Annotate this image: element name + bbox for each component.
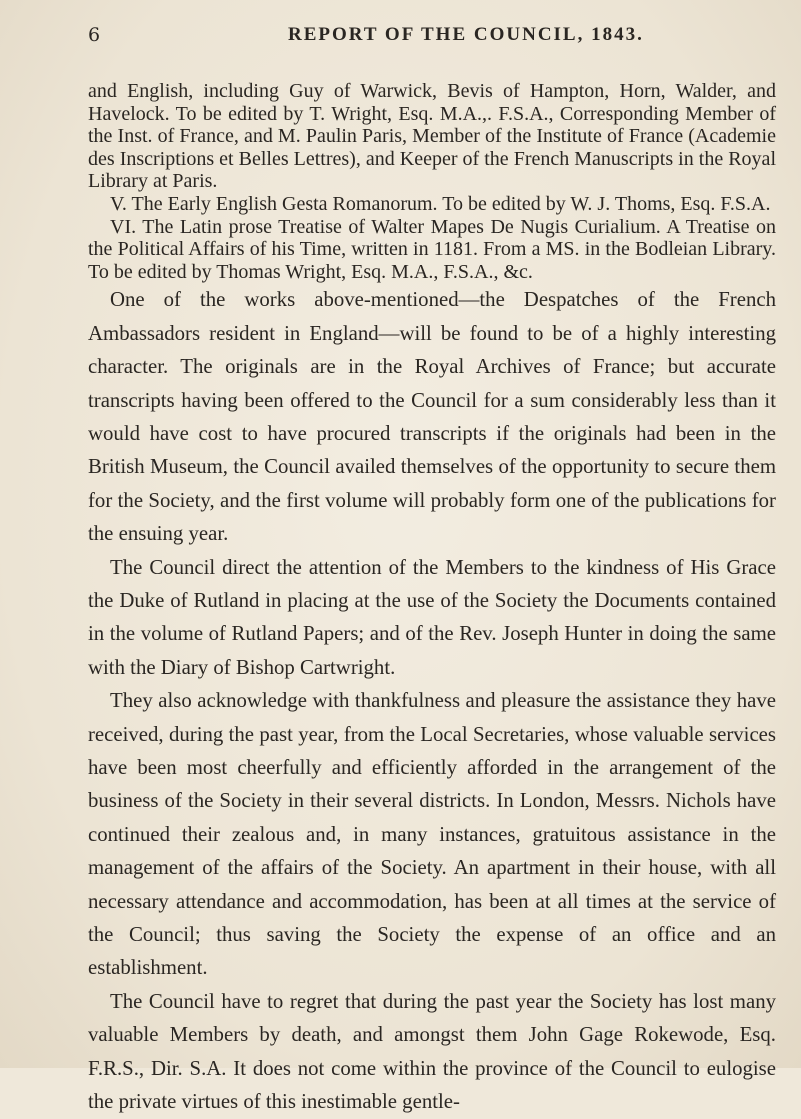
paragraph-rutland-papers: The Council direct the attention of the Members to the kindness of His Grace the Duke of Rutland in placing at the use of the Society the Documents contained in the volume of Rutland Papers; and of the Rev. Joseph Hunter in doing the same with the Diary of Bishop Cartwright. <box>88 555 776 679</box>
running-title: REPORT OF THE COUNCIL, 1843. <box>288 24 644 45</box>
paragraph-despatches: One of the works above-mentioned—the Despatches of the French Ambassadors resident in England—will be found to be of a highly interesting character. The originals are in the Royal Archives of France; but accurate transcripts having been offered to the Council for a sum considerably less than it would have cost to have procured transcripts if the originals had been in the British Museum, the Council availed themselves of the opportunity to secure them for the Society, and the first volume will probably form one of the publications for the ensuing year. <box>88 288 776 546</box>
paragraph-item-vi: VI. The Latin prose Treatise of Walter Mapes De Nugis Curialium. A Treatise on the Political Affairs of his Time, written in 1181. From a MS. in the Bodleian Library. To be edited by Thomas Wright, Esq. M.A., F.S.A., &c. <box>88 215 776 283</box>
page-number: 6 <box>88 24 101 46</box>
body-text <box>88 80 776 1119</box>
paragraph-members-lost: The Council have to regret that during the past year the Society has lost many valuable Members by death, and amongst them John Gage Rokewode, Esq. F.R.S., Dir. S.A. It does not come within the province of the Council to eulogise the private virtues of this inestimable gentle- <box>88 989 776 1114</box>
paragraph-continuation: and English, including Guy of Warwick, Bevis of Hampton, Horn, Walder, and Havelock. To be edited by T. Wright, Esq. M.A.,. F.S.A., Corresponding Member of the Inst. of France, and M. Paulin Paris, Member of the Institute of France (Academie des Inscriptions et Belles Lettres), and Keeper of the French Manuscripts in the Royal Library at Paris. <box>88 80 776 193</box>
paragraph-item-v: V. The Early English Gesta Romanorum. To be edited by W. J. Thoms, Esq. F.S.A. <box>110 192 771 215</box>
page-header <box>88 20 761 50</box>
paragraph-local-secretaries: They also acknowledge with thankfulness and pleasure the assistance they have received, during the past year, from the Local Secretaries, whose valuable services have been most cheerfully and efficiently afforded in the arrangement of the business of the Society in their several districts. In London, Messrs. Nichols have continued their zealous and, in many instances, gratuitous assistance in the management of the affairs of the Society. An apartment in their house, with all necessary attendance and accommodation, has been at all times at the service of the Council; thus saving the Society the expense of an office and an establishment. <box>88 689 776 980</box>
